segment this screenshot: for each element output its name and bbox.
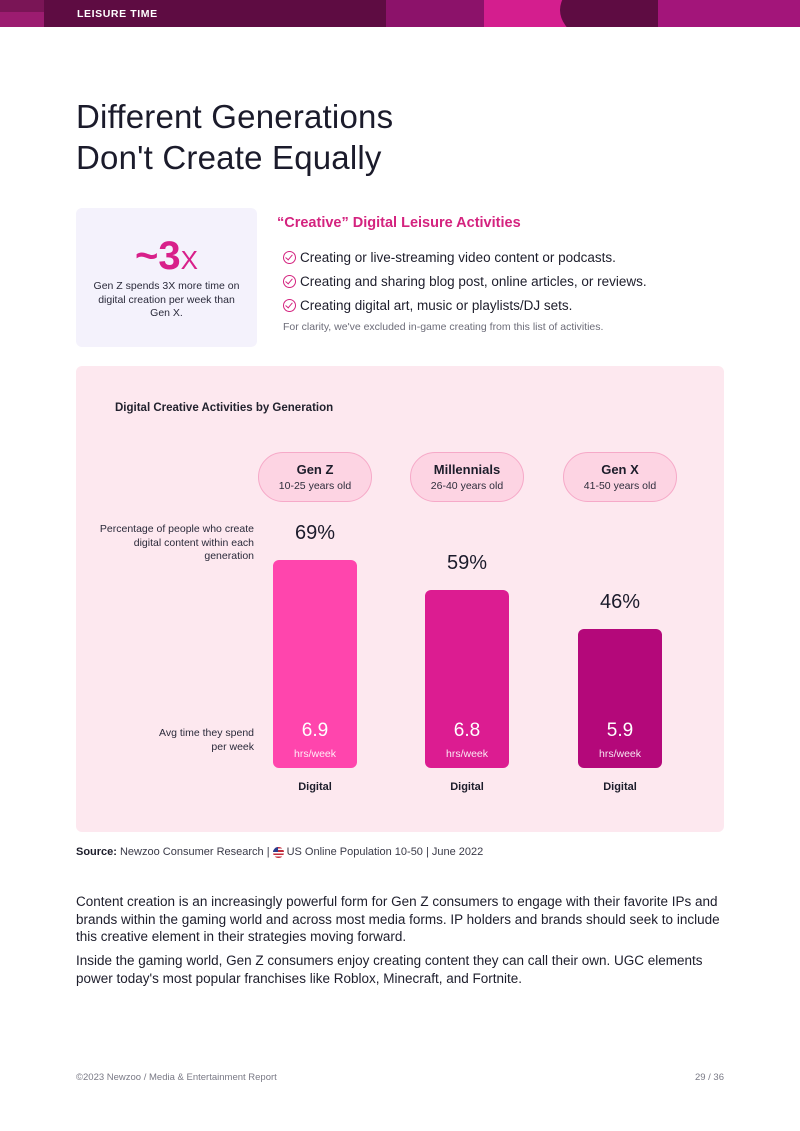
header-decor-block bbox=[0, 12, 44, 27]
bar-category-label: Digital bbox=[603, 781, 637, 793]
activities-note: For clarity, we've excluded in-game creating from this list of activities. bbox=[283, 321, 604, 333]
body-paragraph: Inside the gaming world, Gen Z consumers enjoy creating content they can call their own. UGC elements power today's most popular franchises like Roblox, Minecraft, and Fortnite. bbox=[76, 953, 703, 986]
list-item bbox=[283, 269, 647, 293]
list-item bbox=[283, 293, 647, 317]
generation-age-range: 26-40 years old bbox=[430, 480, 504, 492]
activities-list bbox=[283, 245, 647, 317]
generation-age-range: 10-25 years old bbox=[278, 480, 352, 492]
activity-text: Creating and sharing blog post, online articles, or reviews. bbox=[300, 273, 647, 289]
activity-text: Creating or live-streaming video content or podcasts. bbox=[300, 249, 616, 265]
check-circle-icon bbox=[283, 299, 296, 312]
generation-age-range: 41-50 years old bbox=[583, 480, 657, 492]
bar-category-label: Digital bbox=[450, 781, 484, 793]
generation-pill bbox=[410, 452, 524, 502]
bar-hours-label: 5.9 bbox=[606, 720, 634, 741]
pct-row-label: Percentage of people who create digital content within each generation bbox=[99, 523, 254, 562]
bar-percentage-label: 69% bbox=[294, 522, 336, 544]
bar-hours-label: 6.8 bbox=[453, 720, 481, 741]
activity-text: Creating digital art, music or playlists/DJ sets. bbox=[300, 297, 573, 313]
header-decor-block bbox=[658, 0, 800, 27]
header-decor-block bbox=[386, 0, 484, 27]
bar-hours-unit: hrs/week bbox=[598, 748, 641, 760]
source-text: Newzoo Consumer Research | bbox=[119, 846, 270, 858]
chart-title: Digital Creative Activities by Generation bbox=[115, 402, 334, 414]
footer-copyright: ©2023 Newzoo / Media & Entertainment Report bbox=[76, 1072, 277, 1083]
bar-hours-unit: hrs/week bbox=[293, 748, 336, 760]
source-text-population: US Online Population 10-50 | June 2022 bbox=[286, 846, 484, 858]
page-title-line1: Different Generations bbox=[76, 98, 394, 135]
bar-category-label: Digital bbox=[298, 781, 332, 793]
generation-name: Gen X bbox=[601, 462, 639, 477]
stat-suffix: X bbox=[180, 245, 198, 275]
bar-percentage-label: 59% bbox=[446, 552, 488, 575]
stat-description: Gen Z spends 3X more time on digital creation per week than Gen X. bbox=[93, 280, 240, 319]
bar-hours-label: 6.9 bbox=[301, 720, 329, 741]
source-line bbox=[76, 846, 483, 858]
page-title-line2: Don't Create Equally bbox=[76, 139, 382, 176]
section-header-band bbox=[0, 0, 800, 27]
body-paragraph: Content creation is an increasingly powerful form for Gen Z consumers to engage with their favorite IPs and brands within the gaming world and across most media forms. IP holders and brands should seek to include this creative element in their strategies moving forward. bbox=[76, 894, 720, 944]
stat-number: ~3 bbox=[135, 234, 181, 278]
list-item bbox=[283, 245, 647, 269]
check-circle-icon bbox=[283, 275, 296, 288]
stat-value bbox=[76, 234, 257, 279]
generation-name: Gen Z bbox=[296, 462, 334, 477]
check-circle-icon bbox=[283, 251, 296, 264]
page-title bbox=[76, 96, 393, 178]
activities-heading: “Creative” Digital Leisure Activities bbox=[277, 215, 521, 231]
bar-percentage-label: 46% bbox=[599, 591, 641, 614]
source-label: Source: bbox=[76, 846, 117, 858]
bar-hours-unit: hrs/week bbox=[445, 748, 488, 760]
generation-pill bbox=[258, 452, 372, 502]
hrs-row-label: Avg time they spend per week bbox=[159, 727, 254, 753]
generation-pill bbox=[563, 452, 677, 502]
section-label: LEISURE TIME bbox=[77, 8, 158, 20]
stat-callout bbox=[76, 208, 257, 347]
generation-name: Millennials bbox=[433, 462, 501, 477]
page-number: 29 / 36 bbox=[694, 1072, 724, 1083]
us-flag-icon bbox=[273, 847, 284, 858]
